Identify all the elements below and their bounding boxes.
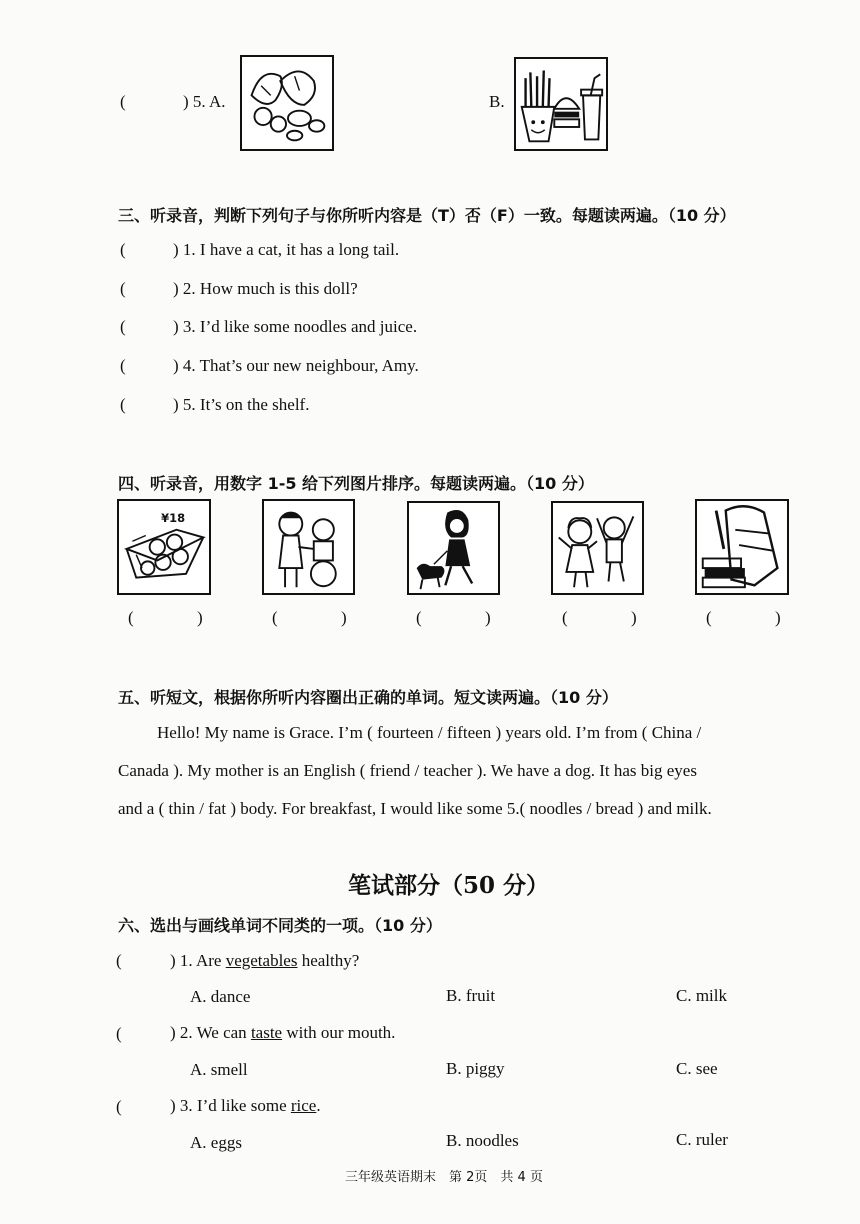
answer-bracket: ( xyxy=(120,317,126,336)
sentence-3: ) 3. I’d like some noodles and juice. xyxy=(173,317,418,336)
question-1-post: healthy? xyxy=(297,951,360,970)
answer-bracket: ( xyxy=(120,279,126,298)
section-6-heading: 六、选出与画线单词不同类的一项。（10 分） xyxy=(118,916,442,935)
eggs-picture xyxy=(117,499,211,595)
order-close-paren: ) xyxy=(197,608,203,627)
option-b: B. piggy xyxy=(446,1059,505,1078)
order-close-paren: ) xyxy=(485,608,491,627)
schoolbag-books-picture xyxy=(695,499,789,595)
written-part-title: 笔试部分（50 分） xyxy=(348,872,550,899)
option-b: B. noodles xyxy=(446,1131,519,1150)
sentence-1: ) 1. I have a cat, it has a long tail. xyxy=(173,240,400,259)
underlined-word: vegetables xyxy=(225,951,298,970)
sentence-4: ) 4. That’s our new neighbour, Amy. xyxy=(173,356,419,375)
answer-bracket: ( xyxy=(120,395,126,414)
sentence-5: ) 5. It’s on the shelf. xyxy=(173,395,310,414)
order-open-paren: ( xyxy=(128,608,134,627)
option-c: C. ruler xyxy=(676,1130,728,1149)
helping-wheelchair-picture xyxy=(262,499,355,595)
fast-food-picture xyxy=(514,57,608,151)
answer-bracket: ( xyxy=(120,356,126,375)
happy-children-picture xyxy=(551,501,644,595)
option-b-label: B. xyxy=(489,92,505,111)
question-1 xyxy=(170,951,359,971)
option-b: B. fruit xyxy=(446,986,496,1005)
answer-bracket: ( xyxy=(116,1097,122,1116)
question-2-pre: ) 2. We can xyxy=(170,1023,251,1042)
question-3 xyxy=(170,1096,321,1116)
option-c: C. milk xyxy=(676,986,728,1005)
underlined-word: rice xyxy=(290,1096,317,1115)
section-5-heading: 五、听短文，根据你所听内容圈出正确的单词。短文读两遍。（10 分） xyxy=(118,688,618,707)
order-close-paren: ) xyxy=(341,608,347,627)
order-close-paren: ) xyxy=(775,608,781,627)
price-tag: ¥18 xyxy=(161,511,186,526)
underlined-word: taste xyxy=(250,1023,283,1042)
question-1-pre: ) 1. Are xyxy=(170,951,226,970)
answer-bracket: ( xyxy=(116,1024,122,1043)
question-3-post: . xyxy=(316,1096,321,1115)
order-open-paren: ( xyxy=(706,608,712,627)
option-a: A. smell xyxy=(190,1060,248,1079)
page-footer: 三年级英语期末 第 2页 共 4 页 xyxy=(345,1170,543,1185)
option-c: C. see xyxy=(676,1059,718,1078)
answer-bracket: ( xyxy=(120,92,126,111)
vegetables-picture xyxy=(240,55,334,151)
question-2-post: with our mouth. xyxy=(282,1023,396,1042)
option-a: A. dance xyxy=(190,987,251,1006)
item-5-label: ) 5. A. xyxy=(183,92,226,111)
passage-line-1: Hello! My name is Grace. I’m ( fourteen / fifteen ) years old. I’m from ( China / xyxy=(157,723,702,742)
order-close-paren: ) xyxy=(631,608,637,627)
order-open-paren: ( xyxy=(562,608,568,627)
passage-line-2: Canada ). My mother is an English ( friend / teacher ). We have a dog. It has big eyes xyxy=(118,761,697,780)
section-3-heading: 三、听录音，判断下列句子与你所听内容是（T）否（F）一致。每题读两遍。（10 分） xyxy=(118,206,736,225)
order-open-paren: ( xyxy=(416,608,422,627)
girl-walking-dog-picture xyxy=(407,501,500,595)
passage-line-3: and a ( thin / fat ) body. For breakfast, I would like some 5.( noodles / bread ) and milk. xyxy=(118,799,712,818)
sentence-2: ) 2. How much is this doll? xyxy=(173,279,358,298)
answer-bracket: ( xyxy=(116,951,122,970)
question-3-pre: ) 3. I’d like some xyxy=(170,1096,291,1115)
option-a: A. eggs xyxy=(190,1133,242,1152)
order-open-paren: ( xyxy=(272,608,278,627)
question-2 xyxy=(170,1023,395,1043)
section-4-heading: 四、听录音，用数字 1-5 给下列图片排序。每题读两遍。（10 分） xyxy=(118,474,594,493)
answer-bracket: ( xyxy=(120,240,126,259)
